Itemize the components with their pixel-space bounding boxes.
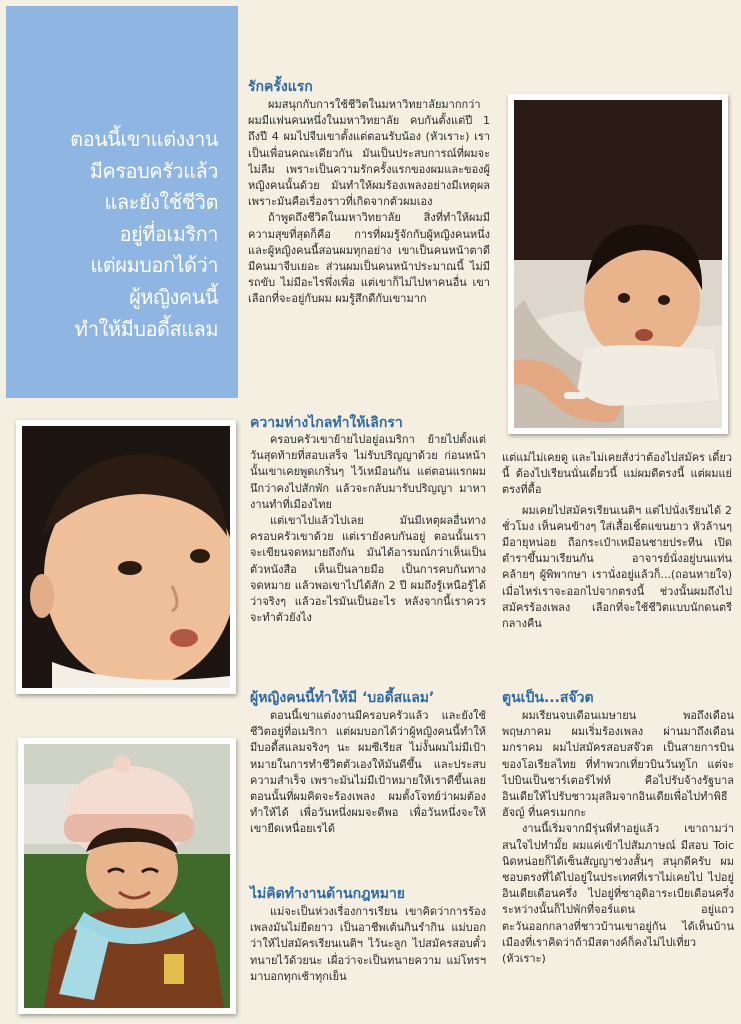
pull-quote-line: แต่ผมบอกได้ว่า [90, 253, 218, 278]
pull-quote-line: มีครอบครัวแล้ว [89, 158, 218, 183]
pull-quote-box [6, 6, 238, 398]
pull-quote-line: และยังใช้ชีวิต [104, 190, 218, 215]
pull-quote-line: อยู่ที่อเมริกา [119, 221, 218, 246]
section-bodyslam-text [250, 708, 486, 838]
section-no-law-career-text [250, 904, 486, 985]
baby-lying-illustration [514, 100, 722, 428]
paragraph: งานนี้เริ่มจากมีรุ่นพี่ทำอยู่แล้ว เขาถามว่าสนใจไปทำมั้ย ผมแค่เข้าไปสัมภาษณ์ มีสอบ Toic นิดหน่อยก็ได้เซ็นสัญญาช่วงสั้นๆ สนุกดีครับ ผมชอบตรงที่ได้ไปอยู่ในประเทศที่เราไม่เคยไป ไปอยู่อินเดียเดือนครึ่ง ไปอยู่ที่ซาอุดิอาระเบียเดือนครึ่ง ระหว่างนั้นก็ไปพักที่จอร์แดน อยู่แถวตะวันออกกลางที่ชาวบ้านเขาอยู่กัน ได้เห็นบ้านเมืองที่เราคิดว่าถ้ามีสตางค์ก็คงไม่ไปเที่ยว (หัวเราะ) [502, 822, 734, 966]
section-heading-bodyslam: ผู้หญิงคนนี้ทำให้มี ‘บอดี้สแลม’ [250, 690, 435, 706]
toddler-hat-illustration [24, 744, 230, 1008]
baby-lying-photo [508, 94, 728, 434]
baby-face-illustration [22, 426, 230, 688]
paragraph: แต่เขาไปแล้วไปเลย มันมีเหตุผลอื่นทางครอบครัวเขาด้วย แต่เรายังคบกันอยู่ ตอนนั้นเราจะเขียนจดหมายถึงกัน มันได้อารมณ์กว่าเห็นเป็นตัวหนังสือ เห็นเป็นลายมือ เป็นการคบกันทางจดหมาย แล้วพอเขาไปได้สัก 2 ปี ผมถึงรู้เหนือรู้ได้ว่าจริงๆ แล้วอะไรมันเป็นอะไร หลังจากนี้เราควรจะทำตัวยังไง [250, 514, 486, 625]
paragraph: ผมเคยไปสมัครเรียนเนติฯ แต่ไปนั่งเรียนได้ 2 ชั่วโมง เห็นคนข้างๆ ใส่เสื้อเชิ้ตแขนยาว หัวล้านๆ มีอายุหน่อย ถือกระเป๋าเหมือนชายประทีน เปิดตำราขึ้นมาเรียนกัน อาจารย์นั่งอยู่บนแท่น คล้ายๆ ผู้พิพากษา เรานั่งอยู่แล้วก็...(ถอนหายใจ) เมื่อไหร่เราจะออกไปจากตรงนี้ ช่วงนั้นผมถึงไปสมัครร้องเพลง เลือกที่จะใช้ชีวิตแบบนักดนตรีกลางคืน [502, 503, 732, 631]
section-distance-text [250, 432, 486, 626]
paragraph: ผมสนุกกับการใช้ชีวิตในมหาวิทยาลัยมากกว่า ผมมีแฟนคนหนึ่งในมหาวิทยาลัย คบกันตั้งแต่ปี 1 ถึงปี 4 ผมไปจีบเขาตั้งแต่ตอนรับน้อง (หัวเราะ) เราเป็นเพื่อนคณะเดียวกัน มันเป็นประสบการณ์ที่ผมจะไม่ลืม เพราะเป็นความรักครั้งแรกของผมและของผู้หญิงคนนั้นด้วย มันทำให้ผมร้องเพลงอย่างมีเหตุผล เพราะมันคือเรื่องราวที่เกิดจากตัวผมเอง [248, 98, 490, 209]
section-first-love-text [248, 97, 490, 308]
pull-quote-line: ผู้หญิงคนนี้ [129, 284, 218, 309]
paragraph: แม่จะเป็นห่วงเรื่องการเรียน เขาคิดว่าการร้องเพลงมันไม่ยืดยาว เป็นอาชีพเต้นกินรำกิน แม่บอกว่าให้ไปสมัครเรียนเนติฯ ไว้นะลูก ไปสมัครสอบตั๋วทนายไว้ด้วยนะ เผื่อว่าจะเป็นทนายความ แม่โทรฯ มาบอกทุกเช้าทุกเย็น [250, 905, 486, 983]
section-heading-steward: ตูนเป็น...สจ๊วต [502, 690, 594, 706]
right-column-continued-text [502, 450, 732, 632]
pull-quote-line: ตอนนี้เขาแต่งงาน [70, 127, 218, 151]
section-steward-text [502, 708, 734, 967]
toddler-hat-photo [18, 738, 236, 1014]
section-heading-first-love: รักครั้งแรก [248, 79, 313, 95]
paragraph: ถ้าพูดถึงชีวิตในมหาวิทยาลัย สิ่งที่ทำให้ผมมีความสุขที่สุดก็คือ การที่ผมรู้จักกับผู้หญิงคนหนึ่ง และผู้หญิงคนนี้สอนผมทุกอย่าง เขาเป็นคนหน้าตาดี มีคนมาจีบเยอะ ส่วนผมเป็นคนหน้าประมาณนี้ ไม่มีรถขับ ไม่มีอะไรพึ่งเพื่อ แต่เขาก็ไม่ไปหาคนอื่น เขาเลือกที่จะอยู่กับผม ผมรู้สึกดีกับเขามาก [248, 211, 490, 306]
paragraph: ผมเรียนจบเดือนเมษายน พอถึงเดือนพฤษภาคม ผมเริ่มร้องเพลง ผ่านมาถึงเดือนมกราคม ผมไปสมัครสอบสจ๊วต เป็นสายการบินของโอเรียลไทย ที่ทำพวกเที่ยวบินวันทูโก แต่จะไปบินเป็นชาร์เตอร์ไฟท์ คือไปรับจ้างรัฐบาลอินเดียให้ไปรับชาวมุสลิมจากอินเดียเพื่อไปทำพิธีฮัจญ์ ที่นครเมกกะ [502, 709, 734, 820]
baby-face-photo [16, 420, 236, 694]
pull-quote-line: ทำให้มีบอดี้สแลม [74, 316, 218, 341]
paragraph: แต่แม่ไม่เคยดู และไม่เคยสั่งว่าต้องไปสมัคร เดี๋ยวนี้ ต้องไปเรียนนั่นเดี๋ยวนี้ แม่ผมดีตรงนี้ แต่ผมแย่ตรงที่ดื้อ [502, 451, 732, 497]
paragraph: ตอนนี้เขาแต่งงานมีครอบครัวแล้ว และยังใช้ชีวิตอยู่ที่อเมริกา แต่ผมบอกได้ว่าผู้หญิงคนนี้ทำให้มีบอดี้สแลมจริงๆ นะ ผมซีเรียส ไม่งั้นผมไม่มีเป้าหมายในการทำชีวิตตัวเองให้มันดีขึ้น และประสบความสำเร็จ เพราะมันไม่มีเป้าหมายให้เราดีขึ้นเลย ตอนนั้นที่ผมคิดจะร้องเพลง ผมตั้งโจทย์ว่าผมต้องทำให้ได้ เพื่อวันหนึ่งผมจะดีพอ เพื่อวันหนึ่งจะให้เขายืดเหนื่อยเรได้ [250, 709, 486, 836]
paragraph: ครอบครัวเขาย้ายไปอยู่อเมริกา ย้ายไปตั้งแต่วันสุดท้ายที่สอบเสร็จ ไม่รับปริญญาด้วย ก่อนหน้านั้นเขาเคยพูดเกริ่นๆ ไว้เหมือนกัน แต่ตอนแรกผมนึกว่าคงไปสักพัก แล้วจะกลับมารับปริญญา มาหางานทำที่เมืองไทย [250, 433, 486, 511]
section-heading-no-law-career: ไม่คิดทำงานด้านกฎหมาย [250, 886, 406, 902]
section-heading-distance: ความห่างไกลทำให้เลิกรา [250, 415, 403, 431]
